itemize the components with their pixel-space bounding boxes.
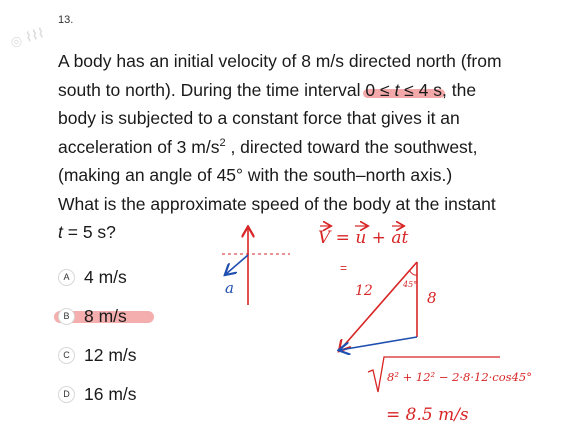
side-8-label: 8	[427, 289, 437, 307]
acceleration-text: acceleration of 3 m/s	[58, 136, 220, 157]
option-a-text: 4 m/s	[84, 266, 127, 287]
stem-line-1: A body has an initial velocity of 8 m/s directed north (from	[58, 51, 502, 71]
cosine-formula: 8² + 12² − 2·8·12·cos45°	[387, 370, 532, 384]
option-d-letter: D	[58, 386, 75, 403]
time-value: = 5 s?	[62, 222, 116, 242]
interval-start: 0 ≤	[365, 79, 395, 100]
label-a: a	[225, 279, 234, 297]
triangle-side-12	[340, 262, 417, 350]
stem-line-5: (making an angle of 45° with the south–north axis.)	[58, 165, 453, 185]
option-d-text: 16 m/s	[84, 383, 137, 404]
option-b-text: 8 m/s	[84, 305, 127, 326]
time-variable: t	[58, 222, 63, 242]
stem-line-3: body is subjected to a constant force that gives it an	[58, 108, 460, 128]
triangle-base	[340, 337, 417, 350]
vector-equation: V = u + at	[318, 228, 409, 248]
direction-text: , directed toward the southwest,	[225, 136, 478, 157]
side-12-label: 12	[355, 283, 373, 299]
interval-end: ≤ 4 s	[399, 79, 442, 100]
acceleration-arrow	[226, 255, 248, 274]
question-number: 13.	[58, 14, 74, 26]
option-b-letter: B	[58, 308, 75, 325]
stem-line-2-tail: , the	[442, 79, 477, 100]
final-result: = 8.5 m/s	[386, 405, 469, 425]
acceleration-exponent: 2	[219, 136, 226, 149]
option-a-letter: A	[58, 269, 75, 286]
watermark: ◎ ⌇⌇⌇	[8, 25, 46, 50]
option-c-text: 12 m/s	[84, 344, 137, 365]
angle-label: 45°	[403, 280, 418, 289]
stem-line-6: What is the approximate speed of the body at the instant	[58, 193, 496, 214]
option-c-letter: C	[58, 347, 75, 364]
equals-mark: =	[340, 261, 348, 275]
stem-line-2-text: south to north). During the time interval	[58, 79, 366, 100]
interval-variable: t	[394, 79, 400, 100]
